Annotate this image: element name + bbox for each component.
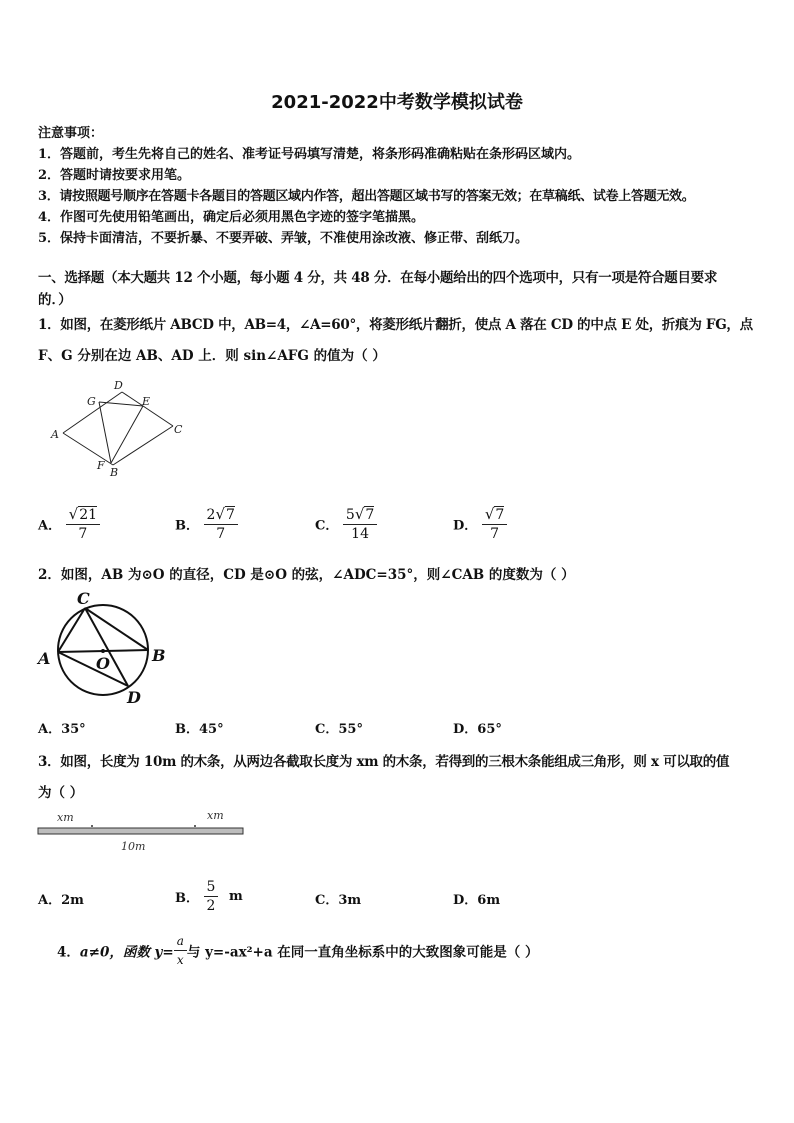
q4-stem: 4．a≠0，函数 y= $\frac{a}{x}$ 与 y=-ax²+a 在同一直角坐标系中的大致图象可能是（ ） [57,934,539,967]
q2-option-a[interactable]: A．35° [38,722,86,737]
q3-label-right: xm [207,809,224,822]
q1-label-E: E [142,395,151,408]
q2-stem: 2．如图，AB 为⊙O 的直径，CD 是⊙O 的弦，∠ADC=35°，则∠CAB 的度数为（ ） [38,567,575,583]
q3-option-a[interactable]: A．2m [38,893,84,908]
q3-stem-cont: 为（ ） [38,785,84,801]
q2-option-b[interactable]: B．45° [175,722,224,737]
option-letter: D． [453,518,478,534]
fraction: $\frac{2√7}{7}$ [204,505,238,543]
notice-item: 5．保持卡面清洁，不要折暴、不要弄破、弄皱，不准使用涂改液、修正带、刮纸刀。 [38,231,529,246]
q1-label-F: F [97,459,105,472]
q2-option-d[interactable]: D．65° [453,722,502,737]
q2-label-D: D [127,688,141,707]
fraction: $\frac{5√7}{14}$ [343,505,377,543]
q1-label-G: G [87,395,96,408]
q2-label-C: C [77,589,90,608]
page-title: 2021-2022中考数学模拟试卷 [271,92,523,113]
q3-option-c[interactable]: C．3m [315,893,362,908]
q3-label-bottom: 10m [121,840,146,853]
option-letter: B． [175,518,199,534]
q1-option-d[interactable] [453,505,507,543]
q1-rhombus-figure [45,375,195,480]
q1-stem: 1．如图，在菱形纸片 ABCD 中，AB=4，∠A=60°，将菱形纸片翻折，使点 A 落在 CD 的中点 E 处，折痕为 FG，点 [38,317,753,333]
notice-heading: 注意事项： [38,126,104,141]
q1-option-a[interactable] [38,505,100,543]
fraction: $\frac{5}{2}$ [204,878,219,915]
section-heading: 一、选择题（本大题共 12 个小题，每小题 4 分，共 48 分．在每小题给出的四个选项中，只有一项是符合题目要求 [38,270,718,286]
q3-label-left: xm [57,811,74,824]
q2-label-A: A [38,649,51,668]
q2-option-c[interactable]: C．55° [315,722,363,737]
q2-label-O: O [96,654,110,673]
q1-label-C: C [174,423,183,436]
q3-option-d[interactable]: D．6m [453,893,501,908]
q3-option-b[interactable]: B． $\frac{5}{2}$ m [175,879,243,914]
q1-label-A: A [51,428,59,441]
q3-stem: 3．如图，长度为 10m 的木条，从两边各截取长度为 xm 的木条，若得到的三根木条能组成三角形，则 x 可以取的值 [38,754,730,770]
q1-stem-cont: F、G 分别在边 AB、AD 上．则 sin∠AFG 的值为（ ） [38,348,386,364]
notice-item: 2．答题时请按要求用笔。 [38,168,191,183]
section-heading-cont: 的．） [38,292,72,308]
q1-option-c[interactable] [315,505,377,543]
q1-label-B: B [110,466,119,479]
fraction: $\frac{√7}{7}$ [482,505,507,543]
fraction: $\frac{a}{x}$ [174,932,187,969]
q2-label-B: B [152,646,166,665]
option-letter: C． [315,518,339,534]
q1-label-D: D [114,379,123,392]
notice-item: 3．请按照题号顺序在答题卡各题目的答题区域内作答，超出答题区域书写的答案无效；在草稿纸、试卷上答题无效。 [38,189,695,204]
option-letter: A． [38,518,62,534]
fraction: $\frac{√21}{7}$ [66,505,100,543]
q1-option-b[interactable] [175,505,238,543]
q3-stick-figure [35,806,250,856]
notice-item: 1．答题前，考生先将自己的姓名、准考证号码填写清楚，将条形码准确粘贴在条形码区域内。 [38,147,581,162]
q2-circle-figure [35,585,175,710]
notice-item: 4．作图可先使用铅笔画出，确定后必须用黑色字迹的签字笔描黑。 [38,210,425,225]
